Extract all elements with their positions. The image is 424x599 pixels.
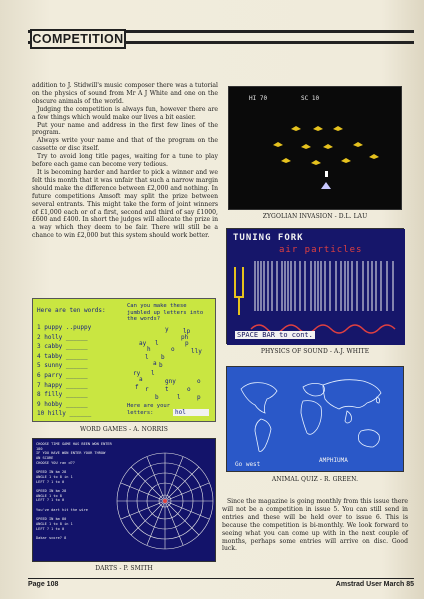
caption-darts: DARTS - P. SMITH — [95, 565, 153, 572]
issue-info: Amstrad User March 85 — [335, 581, 414, 588]
physics-title: TUNING FORK — [233, 233, 304, 243]
svg-text:b: b — [161, 354, 165, 361]
paragraph: Judging the competition is always fun, however there are a few things which would make our lives a bit easier. — [32, 105, 218, 121]
paragraph: Put your name and address in the first few lines of the program. — [32, 121, 218, 137]
svg-text:b: b — [159, 362, 163, 369]
section-title: COMPETITION — [32, 32, 124, 46]
caption-physics: PHYSICS OF SOUND - A.J. WHITE — [260, 348, 370, 355]
svg-text:p: p — [185, 340, 189, 347]
page-number: Page 108 — [28, 581, 59, 588]
list-item: 3 cabby ______ — [37, 343, 88, 351]
jumbled-letters-graphic — [125, 325, 215, 405]
caption-words: WORD GAMES - A. NORRIS — [80, 426, 168, 433]
paragraph: Always write your name and that of the program on the cassette or disc itself. — [32, 137, 218, 153]
invaders-graphic — [229, 87, 403, 211]
svg-text:l: l — [177, 394, 181, 401]
svg-text:l: l — [145, 354, 149, 361]
svg-text:ry: ry — [133, 370, 141, 377]
list-item: 2 holly ______ — [37, 333, 88, 341]
zygolian-screenshot — [228, 86, 402, 210]
svg-text:y: y — [165, 326, 169, 333]
list-item: 10 hilly ______ — [37, 410, 92, 418]
list-item: 5 sunny ______ — [37, 362, 88, 370]
paragraph: addition to J. Stidwill's music composer there was a tutorial on the physics of sound from Mr A J White and one on the obscure animals of the world. — [32, 82, 218, 105]
paragraph: It is becoming harder and harder to pick a winner and we felt this month that it was unfair that such a narrow margin should make the difference between £2,000 and nothing. In future competitions Amsoft may split the prize between several entrants. This might take the form of joint winners of £1,000 each or of a first, second and third of say £1000, £600 and £400. In short the judges will allocate the prize in a way which they deem to be fair. There will still be a chance to win £2,000 but this system should work better. — [32, 168, 218, 240]
svg-text:a: a — [153, 360, 157, 367]
dartboard-graphic — [115, 445, 215, 557]
paragraph: Since the magazine is going monthly from this issue there will not be a competition in issue 5. You can still send in entries and these will be held over to issue 6. This is because the competition is bi-monthly. We look forward to seeing what you can come up with in the next couple of months, perhaps some entries will arrive on disc. Good luck. — [222, 498, 408, 553]
physics-footer: SPACE BAR to cont. — [237, 331, 313, 339]
hi-score: HI 70 — [249, 95, 268, 102]
svg-text:o: o — [197, 378, 201, 385]
words-header-left: Here are ten words: — [37, 307, 106, 314]
list-item: 4 tabby ______ — [37, 352, 88, 360]
list-item: 7 happy ______ — [37, 381, 88, 389]
svg-text:ay: ay — [139, 340, 147, 347]
list-item: 1 puppy ..puppy — [37, 324, 92, 331]
svg-text:gny: gny — [165, 378, 176, 385]
list-item: 8 filly ______ — [37, 391, 88, 399]
physics-screenshot — [226, 228, 404, 344]
svg-text:f: f — [135, 384, 139, 391]
words-list — [37, 323, 91, 419]
caption-animal: ANIMAL QUIZ - R. GREEN. — [271, 476, 359, 483]
svg-text:h: h — [147, 346, 151, 353]
svg-text:a: a — [139, 376, 143, 383]
svg-text:t: t — [165, 386, 169, 393]
physics-subtitle: air particles — [279, 245, 363, 255]
svg-text:o: o — [171, 346, 175, 353]
svg-text:r: r — [145, 386, 149, 393]
svg-text:o: o — [187, 386, 191, 393]
paragraph: Try to avoid long title pages, waiting for a tune to play before each game can become very tedious. — [32, 153, 218, 169]
animal-answer: AMPHIUMA — [319, 457, 348, 464]
animal-prompt: Go west — [235, 461, 261, 468]
list-item: 6 parry ______ — [37, 371, 88, 379]
world-map-graphic — [227, 367, 405, 473]
svg-text:p: p — [197, 394, 201, 401]
svg-text:b: b — [155, 394, 159, 401]
page-footer — [28, 578, 414, 592]
list-item: 9 hobby ______ — [37, 400, 88, 408]
words-screenshot — [32, 298, 216, 422]
darts-screenshot — [32, 438, 216, 562]
letters-prompt: Here are your letters: — [127, 403, 171, 416]
article-right-column — [222, 498, 408, 553]
svg-text:lly: lly — [191, 348, 202, 355]
score: SC 10 — [301, 95, 320, 102]
article-left-column — [32, 82, 218, 240]
letters-box: hol — [173, 409, 209, 416]
svg-text:l: l — [151, 370, 155, 377]
animal-screenshot — [226, 366, 404, 472]
svg-text:l: l — [155, 340, 159, 347]
darts-text: CHOOSE TIME GAME HAS BEEN WON ENTER 180 IF YOU HAVE WON ENTER YOUR THROW AN SCORE CHOOSE YOU ran d?? SPEED IN km 28 ANGLE 1 to 8 in 1 LEFT ? 1 to 0 SPEED IN km 28 ANGLE 1 to 8 LEFT ? 1 to 0 You've dart hit the wire SPEED IN km 80 ANGLE 1 to 8 in 1 LEFT ? 1 to 0 Dakar score? 8 — [36, 442, 112, 541]
words-header-right: Can you make these jumbled up letters into the words? — [127, 303, 204, 322]
svg-text:lp: lp — [183, 328, 191, 335]
svg-text:ph: ph — [181, 334, 189, 341]
caption-zygolian: ZYGOLIAN INVASION - D.L. LAU — [262, 213, 368, 220]
section-header — [30, 29, 126, 49]
